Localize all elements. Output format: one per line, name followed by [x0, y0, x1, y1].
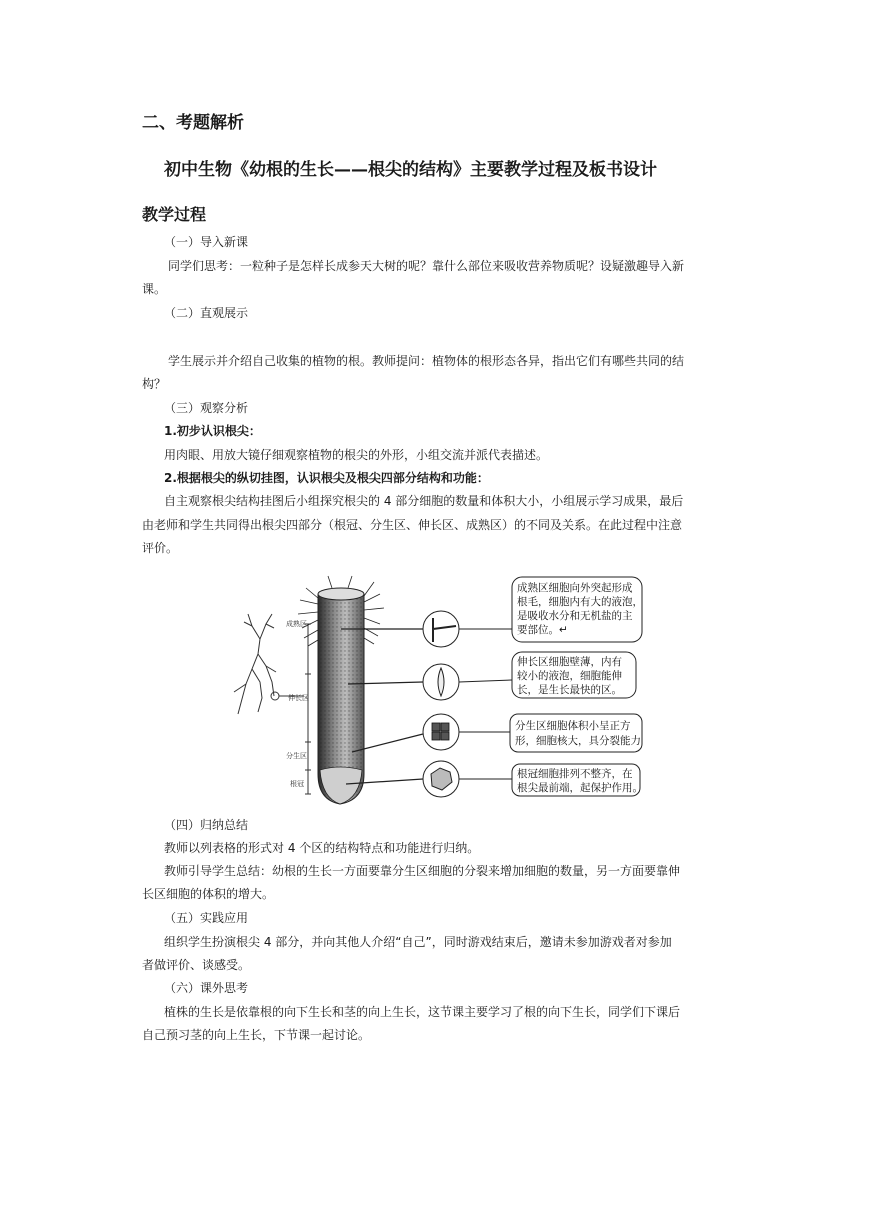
subheading: 教学过程: [142, 205, 207, 224]
seedling-drawing: [234, 614, 276, 714]
step-3-para-line-2: 由老师和学生共同得出根尖四部分（根冠、分生区、伸长区、成熟区）的不同及关系。在此过程中注意: [142, 518, 683, 532]
step-1-line-1: 同学们思考：一粒种子是怎样长成参天大树的呢？靠什么部位来吸收营养物质呢？设疑激趣导入新: [168, 259, 685, 273]
step-6-line-1: 植株的生长是依靠根的向下生长和茎的向上生长，这节课主要学习了根的向下生长，同学们下课后: [164, 1005, 681, 1019]
document-title: 初中生物《幼根的生长——根尖的结构》主要教学过程及板书设计: [164, 160, 657, 180]
callout-meristem-line-1: 分生区细胞体积小呈正方: [515, 720, 631, 732]
step-6-label: （六）课外思考: [164, 981, 249, 995]
step-5-line-1: 组织学生扮演根尖 4 部分，并向其他人介绍“自己”，同时游戏结束后，邀请未参加游戏者对参加: [164, 935, 672, 949]
callout-rootcap-line-1: 根冠细胞排列不整齐，在: [517, 768, 633, 780]
step-5-label: （五）实践应用: [164, 911, 249, 925]
callout-rootcap-line-2: 根尖最前端，起保护作用。: [517, 782, 643, 794]
step-3-para-line-1: 自主观察根尖结构挂图后小组探究根尖的 4 部分细胞的数量和体积大小，小组展示学习成果，最后: [164, 494, 684, 508]
magnify-circle: [271, 692, 279, 700]
callout-elongation-line-1: 伸长区细胞壁薄，内有: [517, 656, 622, 668]
cell-circle-mature: [423, 611, 459, 647]
root-tip-diagram: [228, 574, 652, 806]
step-1-line-2: 课。: [142, 282, 167, 296]
step-3-label: （三）观察分析: [164, 401, 249, 415]
step-4-line-1: 教师以列表格的形式对 4 个区的结构特点和功能进行归纳。: [164, 841, 480, 855]
section-heading: 二、考题解析: [142, 113, 244, 133]
step-3-point-1: 1.初步认识根尖：: [164, 424, 261, 438]
zone-label-elongation: 伸长区: [288, 694, 309, 702]
step-1-label: （一）导入新课: [164, 235, 249, 249]
callout-mature-line-4: 要部位。↵: [517, 624, 568, 636]
step-3-point-1-text: 用肉眼、用放大镜仔细观察植物的根尖的外形，小组交流并派代表描述。: [164, 448, 549, 462]
step-2-line-2: 构？: [142, 377, 167, 391]
callout-elongation-line-2: 较小的液泡，细胞能伸: [517, 670, 622, 682]
callout-mature-line-2: 根毛，细胞内有大的液泡，: [517, 596, 643, 608]
callout-mature-line-3: 是吸收水分和无机盐的主: [517, 610, 633, 622]
step-4-label: （四）归纳总结: [164, 818, 249, 832]
callout-elongation-line-3: 长，是生长最快的区。: [517, 684, 622, 696]
callout-mature-line-1: 成熟区细胞向外突起形成: [517, 582, 633, 594]
step-3-para-line-3: 评价。: [142, 541, 179, 555]
step-3-point-2: 2.根据根尖的纵切挂图，认识根尖及根尖四部分结构和功能：: [164, 471, 489, 485]
callout-meristem-line-2: 形，细胞核大，具分裂能力: [515, 735, 641, 747]
zone-label-meristem: 分生区: [286, 752, 307, 760]
step-5-line-2: 者做评价、谈感受。: [142, 958, 251, 972]
step-2-label: （二）直观展示: [164, 306, 249, 320]
zone-label-rootcap: 根冠: [290, 780, 304, 788]
step-2-line-1: 学生展示并介绍自己收集的植物的根。教师提问：植物体的根形态各异，指出它们有哪些共同的结: [168, 354, 685, 368]
step-4-line-2: 教师引导学生总结：幼根的生长一方面要靠分生区细胞的分裂来增加细胞的数量，另一方面要靠伸: [164, 864, 681, 878]
zone-label-mature: 成熟区: [286, 620, 307, 628]
step-4-line-3: 长区细胞的体积的增大。: [142, 887, 275, 901]
step-6-line-2: 自己预习茎的向上生长，下节课一起讨论。: [142, 1028, 371, 1042]
